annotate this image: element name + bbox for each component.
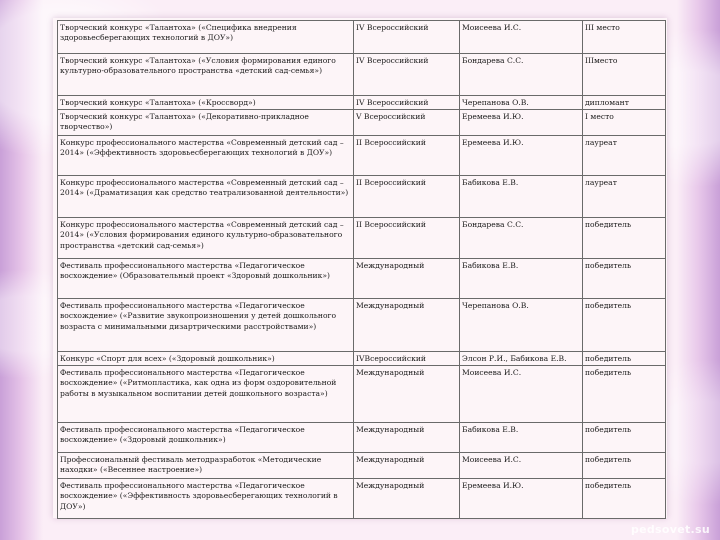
- contest-cell: Фестиваль профессионального мастерства «Педагогическое восхождение» (Образовательный проект «Здоровый дошкольник»): [58, 259, 354, 299]
- table-row: [58, 110, 666, 136]
- level-cell: Международный: [354, 299, 460, 352]
- contest-cell: Конкурс профессионального мастерства «Современный детский сад – 2014» («Драматизация как средство театрализованной деятельности»): [58, 176, 354, 218]
- contest-cell: Фестиваль профессионального мастерства «Педагогическое восхождение» («Ритмопластика, как одна из форм оздоровительной работы в музыкальном воспитании детей дошкольного возраста»): [58, 366, 354, 423]
- level-cell: IV Всероссийский: [354, 96, 460, 110]
- result-cell: дипломант: [583, 96, 666, 110]
- participant-cell: Еремеева И.Ю.: [460, 136, 583, 176]
- table-row: [58, 423, 666, 453]
- level-cell: Международный: [354, 479, 460, 519]
- table-row: [58, 54, 666, 96]
- level-cell: II Всероссийский: [354, 136, 460, 176]
- level-cell: Международный: [354, 423, 460, 453]
- level-cell: II Всероссийский: [354, 218, 460, 259]
- table-row: [58, 176, 666, 218]
- contest-cell: Творческий конкурс «Талантоха» («Декоративно-прикладное творчество»): [58, 110, 354, 136]
- level-cell: V Всероссийский: [354, 110, 460, 136]
- table-row: [58, 366, 666, 423]
- table-row: [58, 299, 666, 352]
- awards-table: [57, 20, 666, 519]
- table-row: [58, 259, 666, 299]
- participant-cell: Бабикова Е.В.: [460, 176, 583, 218]
- participant-cell: Моисеева И.С.: [460, 21, 583, 54]
- contest-cell: Конкурс профессионального мастерства «Современный детский сад – 2014» («Эффективность здоровьесберегающих технологий в ДОУ»): [58, 136, 354, 176]
- contest-cell: Творческий конкурс «Талантоха» («Специфика внедрения здоровьесберегающих технологий в ДОУ»): [58, 21, 354, 54]
- contest-cell: Конкурс «Спорт для всех» («Здоровый дошкольник»): [58, 352, 354, 366]
- participant-cell: Моисеева И.С.: [460, 453, 583, 479]
- participant-cell: Черепанова О.В.: [460, 299, 583, 352]
- contest-cell: Фестиваль профессионального мастерства «Педагогическое восхождение» («Здоровый дошкольник»): [58, 423, 354, 453]
- contest-cell: Конкурс профессионального мастерства «Современный детский сад – 2014» («Условия формирования единого культурно-образовательного пространства «детский сад-семья»): [58, 218, 354, 259]
- result-cell: победитель: [583, 218, 666, 259]
- contest-cell: Профессиональный фестиваль методразработок «Методические находки» («Весеннее настроение»): [58, 453, 354, 479]
- result-cell: победитель: [583, 259, 666, 299]
- level-cell: II Всероссийский: [354, 176, 460, 218]
- contest-cell: Творческий конкурс «Талантоха» («Условия формирования единого культурно-образовательного пространства «детский сад-семья»): [58, 54, 354, 96]
- result-cell: победитель: [583, 423, 666, 453]
- level-cell: IVВсероссийский: [354, 352, 460, 366]
- participant-cell: Моисеева И.С.: [460, 366, 583, 423]
- participant-cell: Бабикова Е.В.: [460, 423, 583, 453]
- level-cell: IV Всероссийский: [354, 54, 460, 96]
- result-cell: лауреат: [583, 176, 666, 218]
- result-cell: победитель: [583, 453, 666, 479]
- table-row: [58, 352, 666, 366]
- participant-cell: Элсон Р.И., Бабикова Е.В.: [460, 352, 583, 366]
- result-cell: III место: [583, 21, 666, 54]
- watermark: pedsovet.su: [630, 523, 710, 536]
- result-cell: победитель: [583, 366, 666, 423]
- result-cell: победитель: [583, 352, 666, 366]
- level-cell: IV Всероссийский: [354, 21, 460, 54]
- table-row: [58, 21, 666, 54]
- participant-cell: Бабикова Е.В.: [460, 259, 583, 299]
- table-row: [58, 96, 666, 110]
- level-cell: Международный: [354, 453, 460, 479]
- table-row: [58, 136, 666, 176]
- result-cell: IIIместо: [583, 54, 666, 96]
- contest-cell: Фестиваль профессионального мастерства «Педагогическое восхождение» («Эффективность здоровьесберегающих технологий в ДОУ»): [58, 479, 354, 519]
- participant-cell: Еремеева И.Ю.: [460, 110, 583, 136]
- result-cell: победитель: [583, 299, 666, 352]
- table-row: [58, 453, 666, 479]
- participant-cell: Бондарева С.С.: [460, 218, 583, 259]
- contest-cell: Фестиваль профессионального мастерства «Педагогическое восхождение» («Развитие звукопроизношения у детей дошкольного возраста с минимальными дизартрическими расстройствами»): [58, 299, 354, 352]
- contest-cell: Творческий конкурс «Талантоха» («Кроссворд»): [58, 96, 354, 110]
- result-cell: лауреат: [583, 136, 666, 176]
- level-cell: Международный: [354, 366, 460, 423]
- result-cell: победитель: [583, 479, 666, 519]
- table-row: [58, 218, 666, 259]
- participant-cell: Бондарева С.С.: [460, 54, 583, 96]
- level-cell: Международный: [354, 259, 460, 299]
- participant-cell: Черепанова О.В.: [460, 96, 583, 110]
- table-row: [58, 479, 666, 519]
- participant-cell: Еремеева И.Ю.: [460, 479, 583, 519]
- result-cell: I место: [583, 110, 666, 136]
